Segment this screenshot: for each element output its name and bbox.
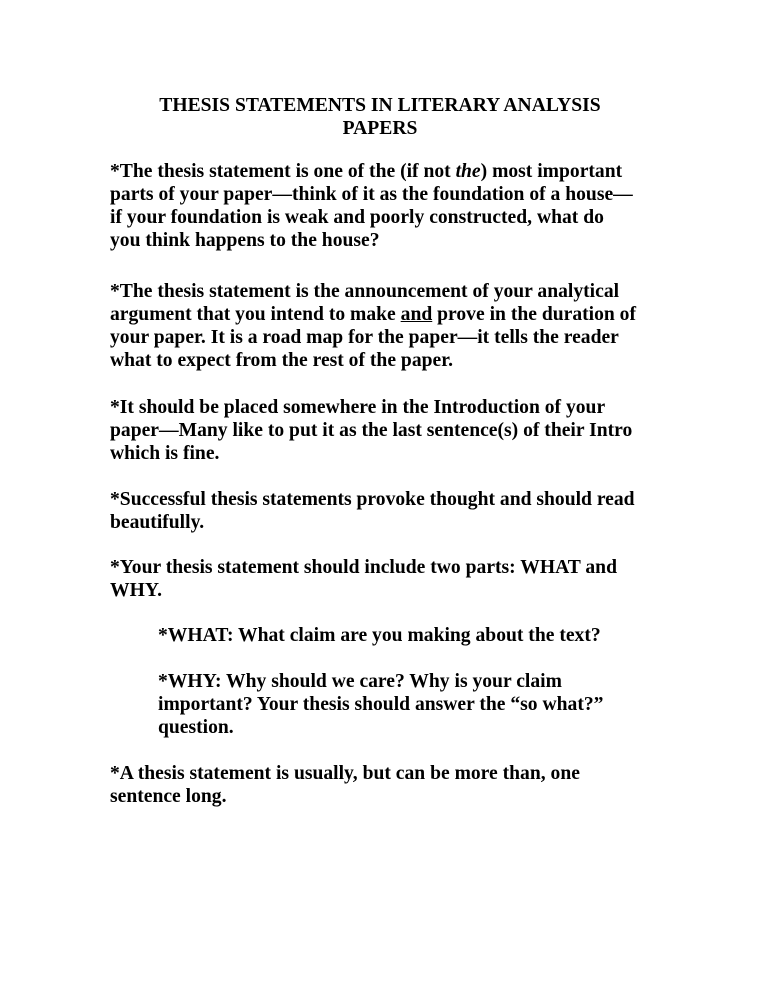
paragraph-two-parts — [110, 556, 670, 602]
paragraph-announcement — [110, 280, 670, 372]
paragraph-line: paper—Many like to put it as the last sentence(s) of their Intro — [110, 420, 633, 441]
paragraph-line: you think happens to the house? — [110, 230, 380, 251]
paragraph-line: WHY. — [110, 580, 163, 601]
paragraph-line: argument that you intend to make and prove in the duration of — [110, 304, 637, 325]
paragraph-length — [110, 762, 670, 808]
paragraph-line: *WHAT: What claim are you making about the text? — [158, 625, 601, 646]
paragraph-line: your paper. It is a road map for the paper—it tells the reader — [110, 327, 619, 348]
paragraph-line: question. — [158, 717, 234, 738]
emphasis-the: the — [455, 161, 481, 182]
paragraph-line: *A thesis statement is usually, but can be more than, one — [110, 763, 580, 784]
paragraph-line: what to expect from the rest of the paper. — [110, 350, 454, 371]
paragraph-foundation — [110, 160, 670, 252]
paragraph-why — [158, 670, 718, 739]
paragraph-line: parts of your paper—think of it as the foundation of a house— — [110, 184, 633, 205]
paragraph-line: beautifully. — [110, 512, 205, 533]
title-line-1: THESIS STATEMENTS IN LITERARY ANALYSIS — [159, 95, 601, 116]
paragraph-line: *Your thesis statement should include two parts: WHAT and — [110, 557, 617, 578]
paragraph-line: *It should be placed somewhere in the Introduction of your — [110, 397, 606, 418]
paragraph-line: if your foundation is weak and poorly constructed, what do — [110, 207, 604, 228]
paragraph-successful — [110, 488, 670, 534]
paragraph-line: sentence long. — [110, 786, 227, 807]
paragraph-line: *The thesis statement is the announcement of your analytical — [110, 281, 620, 302]
paragraph-line: *The thesis statement is one of the (if not the) most important — [110, 161, 623, 182]
paragraph-line: which is fine. — [110, 443, 220, 464]
page-title — [110, 94, 650, 140]
paragraph-line: important? Your thesis should answer the “so what?” — [158, 694, 604, 715]
title-line-2: PAPERS — [342, 118, 418, 139]
paragraph-line: *WHY: Why should we care? Why is your claim — [158, 671, 562, 692]
paragraph-what — [158, 624, 718, 647]
underlined-and: and — [400, 304, 433, 325]
paragraph-placement — [110, 396, 670, 465]
paragraph-line: *Successful thesis statements provoke thought and should read — [110, 489, 635, 510]
